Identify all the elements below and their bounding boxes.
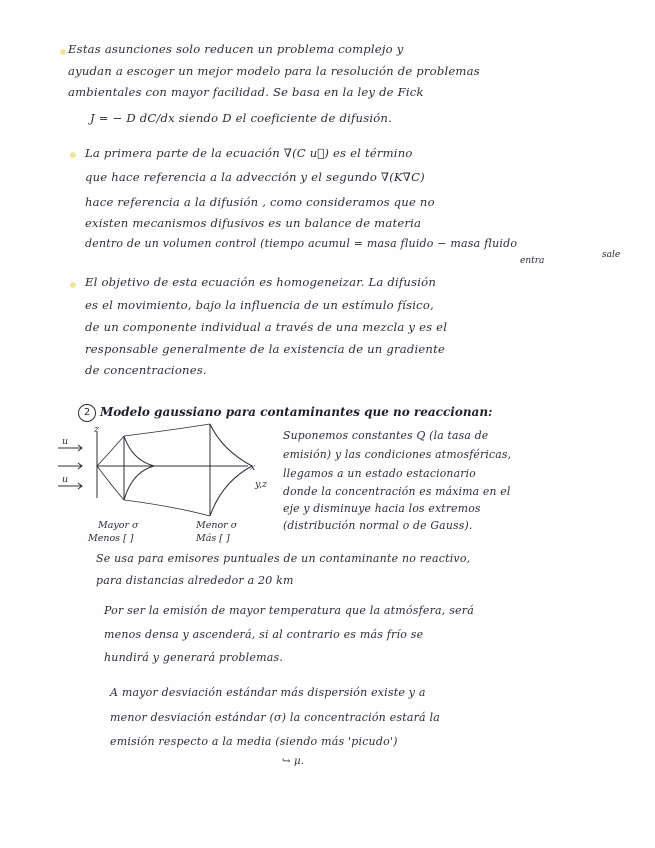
gaussian-plume-diagram bbox=[52, 420, 282, 520]
side-line-1: Suponemos constantes Q (la tasa de bbox=[283, 429, 489, 442]
left-caption-2: Menos [ ] bbox=[88, 533, 134, 544]
p3-line-2: es el movimiento, bajo la influencia de un estímulo físico, bbox=[85, 298, 434, 312]
p1-line-2: ayudan a escoger un mejor modelo para la resolución de problemas bbox=[68, 64, 480, 78]
bullet-1 bbox=[60, 49, 66, 55]
s2-b-line-2: menos densa y ascenderá, si al contrario es más frío se bbox=[104, 628, 424, 641]
p3-line-1: El objetivo de esta ecuación es homogeneizar. La difusión bbox=[85, 275, 436, 289]
p1-line-3: ambientales con mayor facilidad. Se basa en la ley de Fick bbox=[68, 85, 424, 99]
p3-line-5: de concentraciones. bbox=[85, 363, 207, 377]
right-caption-1: Menor σ bbox=[196, 520, 238, 531]
bullet-3 bbox=[70, 282, 76, 288]
wind-label-2: u bbox=[62, 474, 69, 485]
p2-line-4: existen mecanismos difusivos es un balance de materia bbox=[85, 216, 422, 230]
s2-b-line-3: hundirá y generará problemas. bbox=[104, 651, 284, 664]
p1-line-4: J = − D dC/dx siendo D el coeficiente de difusión. bbox=[90, 111, 392, 125]
left-gaussian-profile bbox=[124, 436, 154, 500]
p3-line-4: responsable generalmente de la existencia de un gradiente bbox=[85, 342, 446, 356]
side-line-6: (distribución normal o de Gauss). bbox=[283, 519, 473, 532]
s2-c-line-1: A mayor desviación estándar más dispersión existe y a bbox=[110, 686, 426, 699]
left-caption-1: Mayor σ bbox=[98, 520, 139, 531]
p2-line-3: hace referencia a la difusión , como consideramos que no bbox=[85, 195, 435, 209]
p1-line-1: Estas asunciones solo reducen un problema complejo y bbox=[68, 42, 404, 56]
axis-x-label: x bbox=[250, 462, 256, 473]
axis-z-label: z bbox=[94, 424, 100, 435]
side-line-2: emisión) y las condiciones atmosféricas, bbox=[283, 448, 512, 461]
arrow-note: ↪ μ. bbox=[282, 756, 305, 767]
p2-sub-entra: entra bbox=[520, 256, 545, 266]
s2-a-line-1: Se usa para emisores puntuales de un contaminante no reactivo, bbox=[96, 552, 471, 565]
p3-line-3: de un componente individual a través de una mezcla y es el bbox=[85, 320, 448, 334]
bullet-2 bbox=[70, 152, 76, 158]
p2-line-2: que hace referencia a la advección y el segundo ∇(K∇C) bbox=[85, 170, 425, 184]
s2-b-line-1: Por ser la emisión de mayor temperatura que la atmósfera, será bbox=[104, 604, 474, 617]
axis-y-label: y,z bbox=[255, 479, 268, 490]
s2-c-line-3: emisión respecto a la media (siendo más 'picudo') bbox=[110, 735, 398, 748]
p2-line-1: La primera parte de la ecuación ∇(C u⃗) es el término bbox=[85, 146, 413, 160]
p2-line-5: dentro de un volumen control (tiempo acumul = masa fluido − masa fluido bbox=[85, 237, 518, 250]
wind-label-1: u bbox=[62, 436, 69, 447]
side-line-3: llegamos a un estado estacionario bbox=[283, 467, 476, 480]
p2-sub-sale: sale bbox=[602, 250, 621, 260]
right-caption-2: Más [ ] bbox=[196, 533, 230, 544]
side-line-4: donde la concentración es máxima en el bbox=[283, 485, 511, 498]
side-line-5: eje y disminuye hacia los extremos bbox=[283, 502, 481, 515]
section-title: Modelo gaussiano para contaminantes que no reaccionan: bbox=[100, 405, 493, 419]
section-number: 2 bbox=[78, 404, 96, 422]
s2-c-line-2: menor desviación estándar (σ) la concentración estará la bbox=[110, 711, 440, 724]
s2-a-line-2: para distancias alrededor a 20 km bbox=[96, 574, 294, 587]
right-gaussian-profile bbox=[210, 424, 252, 516]
